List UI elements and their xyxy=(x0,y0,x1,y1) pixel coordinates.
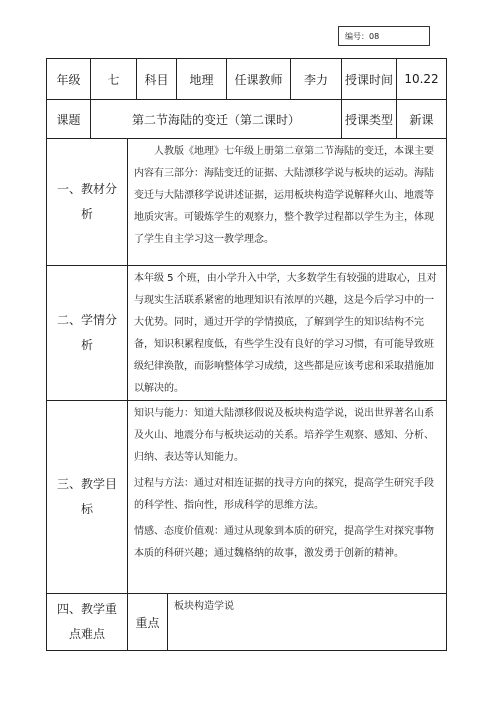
keypoints-sub-label: 重点 xyxy=(127,594,167,650)
goals-text xyxy=(127,401,446,593)
material-text xyxy=(127,139,446,265)
goals-label: 三、教学目标 xyxy=(56,477,117,516)
topic-label: 课题 xyxy=(56,112,81,127)
time-label: 授课时间 xyxy=(341,59,396,99)
teacher-value: 李力 xyxy=(290,59,341,99)
type-value: 新课 xyxy=(396,100,446,138)
goals-process: 过程与方法：通过对相连证据的找寻方向的探究，提高学生研究手段的科学性、指向性，形成科学的思维方法。 xyxy=(134,478,434,511)
goals-row xyxy=(47,400,446,593)
goals-knowledge: 知识与能力：知道大陆漂移假说及板块构造学说，说出世界著名山系及火山、地震分布与板块运动的关系。培养学生观察、感知、分析、归纳、表达等认知能力。 xyxy=(134,408,434,463)
students-paragraph: 本年级 5 个班，由小学升入中学，大多数学生有较强的进取心，且对与现实生活联系紧密的地理知识有浓厚的兴趣，这是今后学习中的一大优势。同时，通过开学的学情摸底，了解到学生的知识结构不完备，知识积累程度低，有些学生没有良好的学习习惯，有可能导致班级纪律涣散，而影响整体学习成绩，这些都是应该考虑和采取措施加以解决的。 xyxy=(134,273,437,394)
document-code: 编号：08 xyxy=(338,26,430,46)
keypoints-paragraph: 板块构造学说 xyxy=(174,601,234,612)
info-row xyxy=(47,59,446,99)
grade-label: 年级 xyxy=(56,72,81,87)
topic-value: 第二节海陆的变迁（第二课时） xyxy=(90,100,341,138)
material-row xyxy=(47,138,446,265)
students-row xyxy=(47,265,446,400)
topic-row xyxy=(47,99,446,138)
time-value: 10.22 xyxy=(396,59,446,99)
material-paragraph: 人教版《地理》七年级上册第二章第二节海陆的变迁，本课主要内容有三部分：海陆变迁的证据、大陆漂移学说与板块的运动。海陆变迁与大陆漂移学说讲述证据，运用板块构造学说解释火山、地震等地质灾害。可锻炼学生的观察力，整个教学过程都以学生为主，体现了学生自主学习这一教学理念。 xyxy=(134,146,434,245)
grade-value: 七 xyxy=(90,59,136,99)
keypoints-row xyxy=(47,593,446,650)
teacher-label: 任课教师 xyxy=(226,59,290,99)
keypoints-label: 四、教学重点难点 xyxy=(56,602,117,641)
material-label: 一、教材分析 xyxy=(56,182,117,221)
students-label: 二、学情分析 xyxy=(56,313,117,352)
subject-value: 地理 xyxy=(176,59,226,99)
subject-label: 科目 xyxy=(136,59,176,99)
type-label: 授课类型 xyxy=(341,100,396,138)
keypoints-text xyxy=(167,594,446,650)
students-text xyxy=(127,266,446,400)
goals-attitude: 情感、态度价值观：通过从现象到本质的研究，提高学生对探究事物本质的科研兴趣；通过魏格纳的故事，激发勇于创新的精神。 xyxy=(134,526,434,559)
lesson-plan-table xyxy=(46,58,447,651)
